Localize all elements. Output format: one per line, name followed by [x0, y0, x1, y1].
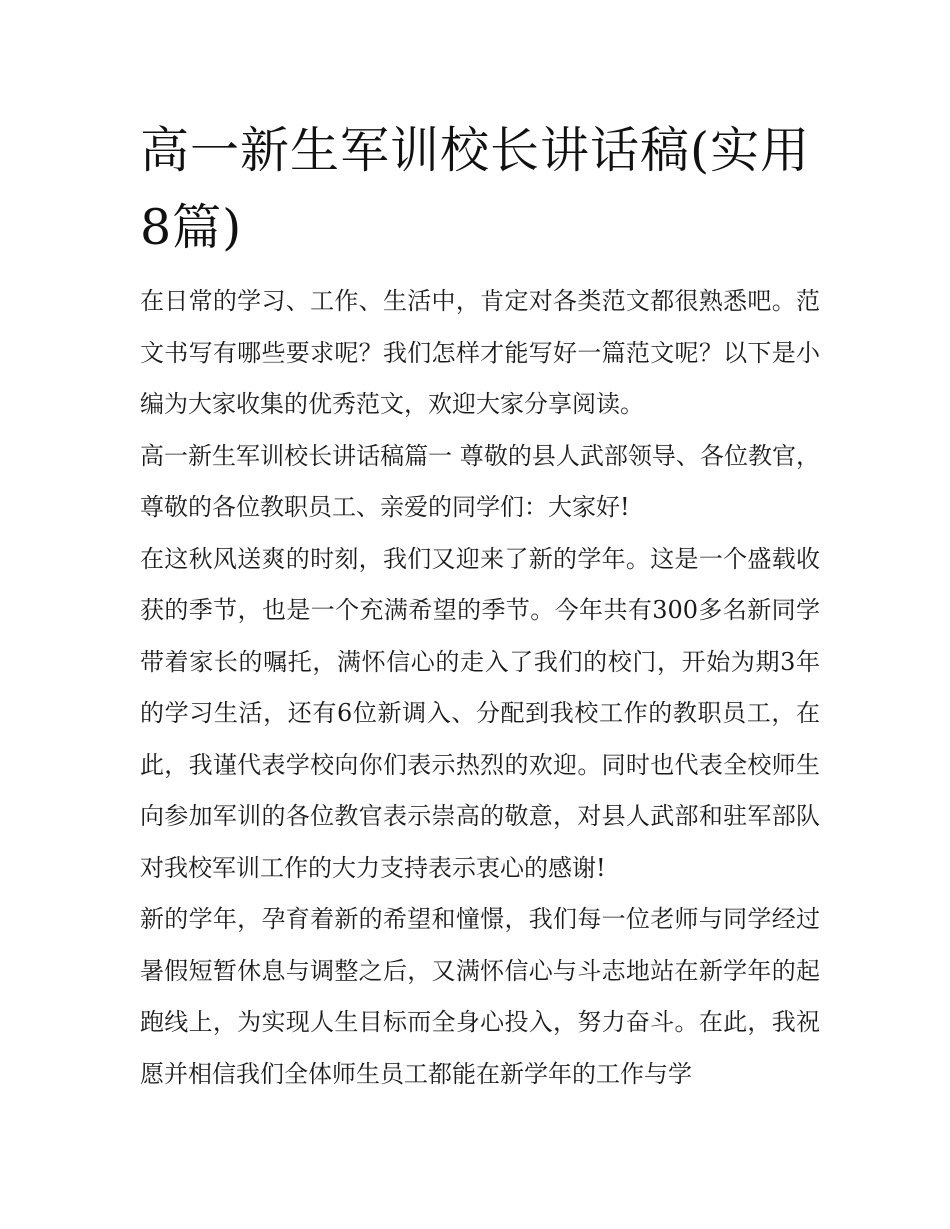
paragraph-intro: 在日常的学习、工作、生活中，肯定对各类范文都很熟悉吧。范文书写有哪些要求呢？我们怎样才能写好一篇范文呢？以下是小编为大家收集的优秀范文，欢迎大家分享阅读。 — [140, 287, 820, 418]
document-body — [140, 276, 820, 1100]
paragraph-welcome: 在这秋风送爽的时刻，我们又迎来了新的学年。这是一个盛载收获的季节，也是一个充满希望的季节。今年共有300多名新同学带着家长的嘱托，满怀信心的走入了我们的校门，开始为期3年的学习生活，还有6位新调入、分配到我校工作的教职员工，在此，我谨代表学校向你们表示热烈的欢迎。同时也代表全校师生向参加军训的各位教官表示崇高的敬意，对县人武部和驻军部队对我校军训工作的大力支持表示衷心的感谢! — [140, 544, 820, 882]
paragraph-greeting: 高一新生军训校长讲话稿篇一 尊敬的县人武部领导、各位教官，尊敬的各位教职员工、亲爱的同学们：大家好! — [140, 441, 820, 521]
document-title: 高一新生军训校长讲话稿(实用8篇) — [140, 122, 811, 256]
paragraph-new-year: 新的学年，孕育着新的希望和憧憬，我们每一位老师与同学经过暑假短暂休息与调整之后，又满怀信心与斗志地站在新学年的起跑线上，为实现人生目标而全身心投入，努力奋斗。在此，我祝愿并相信我们全体师生员工都能在新学年的工作与学 — [140, 905, 820, 1088]
